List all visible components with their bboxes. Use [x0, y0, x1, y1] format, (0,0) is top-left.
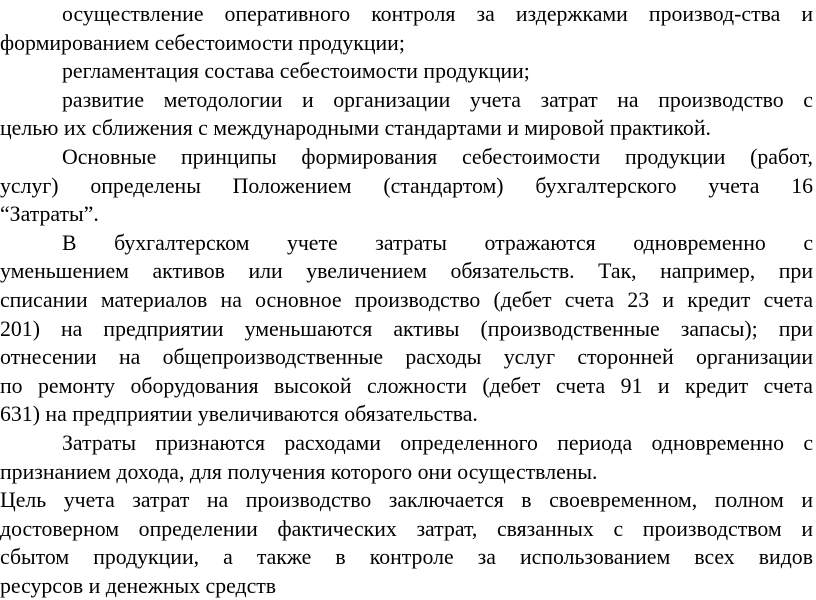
- text-line: уменьшением активов или увеличением обязательств. Так, например, при: [0, 259, 813, 284]
- text-line: достоверном определении фактических затрат, связанных с производством и: [0, 516, 813, 541]
- text-line: ресурсов и денежных средств: [0, 573, 277, 598]
- text-line: В бухгалтерском учете затраты отражаются одновременно с: [62, 230, 813, 255]
- text-line: услуг) определены Положением (стандартом) бухгалтерского учета 16: [0, 173, 813, 198]
- paragraph-2: [0, 57, 813, 86]
- text-line: регламентация состава себестоимости продукции;: [62, 59, 530, 84]
- text-line: Затраты признаются расходами определенного периода одновременно с: [62, 430, 813, 455]
- paragraph-7: [0, 486, 813, 600]
- paragraph-1: [0, 0, 813, 57]
- text-line: осуществление оперативного контроля за издержками производ-ства и: [62, 2, 813, 26]
- text-line: 631) на предприятии увеличиваются обязательства.: [0, 402, 478, 427]
- text-line: “Затраты”.: [0, 202, 99, 227]
- paragraph-6: [0, 429, 813, 486]
- text-line: сбытом продукции, а также в контроле за использованием всех видов: [0, 545, 813, 570]
- paragraph-5: [0, 229, 813, 429]
- text-line: отнесении на общепроизводственные расходы услуг сторонней организации: [0, 345, 813, 370]
- text-line: Основные принципы формирования себестоимости продукции (работ,: [62, 144, 813, 169]
- text-line: целью их сближения с международными стандартами и мировой практикой.: [0, 116, 711, 141]
- text-line: формированием себестоимости продукции;: [0, 30, 405, 55]
- text-line: признанием дохода, для получения которого они осуществлены.: [0, 459, 598, 484]
- text-line: по ремонту оборудования высокой сложности (дебет счета 91 и кредит счета: [0, 373, 813, 398]
- text-line: 201) на предприятии уменьшаются активы (производственные запасы); при: [0, 316, 813, 341]
- paragraph-3: [0, 86, 813, 143]
- text-line: списании материалов на основное производство (дебет счета 23 и кредит счета: [0, 287, 813, 312]
- text-line: Цель учета затрат на производство заключается в своевременном, полном и: [0, 488, 813, 513]
- text-line: развитие методологии и организации учета затрат на производство с: [62, 87, 813, 112]
- paragraph-4: [0, 143, 813, 229]
